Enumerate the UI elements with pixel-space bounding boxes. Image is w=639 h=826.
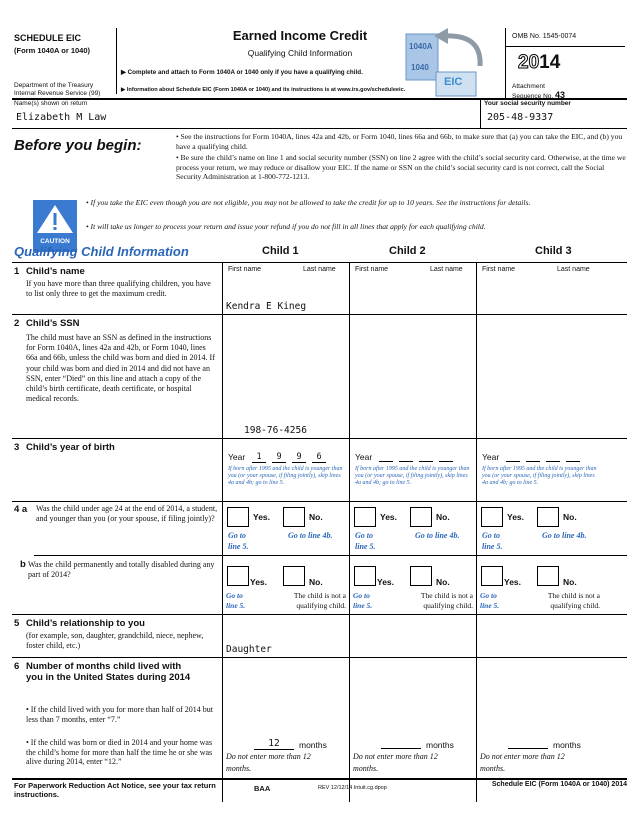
child2-4b-not-qualifying-2: qualifying child. bbox=[423, 601, 473, 610]
info-instruction: ▶ Information about Schedule EIC (Form 1040A or 1040) and its instructions is at www.irs.gov/scheduleeic. bbox=[121, 87, 406, 93]
child1-4a-no-label: No. bbox=[309, 512, 323, 522]
tax-year-century: 20 bbox=[518, 52, 540, 73]
revision-code: REV 12/12/14 Intuit.cg.dpop bbox=[318, 785, 387, 791]
line3-number: 3 bbox=[14, 442, 20, 453]
child1-months-field[interactable]: 12 bbox=[254, 738, 294, 750]
omb-number: OMB No. 1545-0074 bbox=[512, 33, 577, 40]
child1-4b-no-checkbox[interactable] bbox=[283, 566, 305, 586]
line2-text: The child must have an SSN as defined in the instructions for Form 1040A, lines 42a and 42b, or Form 1040, lines 66a and 66b, unless the child was born and died in 2014. If your child was born and died in 2014 and did not have an SSN, enter “Died” on this line and attach a copy of the child’s birth certificate, death certificate, or hospital medical records. bbox=[26, 333, 215, 404]
child1-header: Child 1 bbox=[262, 245, 299, 257]
footer-form-id: Schedule EIC (Form 1040A or 1040) 2014 bbox=[491, 781, 627, 788]
child3-4b-no-label: No. bbox=[563, 577, 577, 587]
child2-4a-no-checkbox[interactable] bbox=[410, 507, 432, 527]
child1-4a-yes-label: Yes. bbox=[253, 512, 271, 522]
ssn-label: Your social security number bbox=[484, 100, 571, 107]
child3-4a-no-checkbox[interactable] bbox=[537, 507, 559, 527]
child1-year-digit[interactable]: 9 bbox=[272, 452, 286, 463]
child2-4b-yes-label: Yes. bbox=[377, 577, 395, 587]
department: Department of the Treasury bbox=[14, 82, 94, 89]
line1-title: Child’s name bbox=[26, 266, 85, 277]
child2-4b-yes-checkbox[interactable] bbox=[354, 566, 376, 586]
line6-bullet-1: • If the child lived with you for more than half of 2014 but less than 7 months, enter “7.” bbox=[26, 705, 213, 724]
child2-year-field[interactable] bbox=[379, 452, 469, 462]
child2-4b-goto: Go to bbox=[353, 591, 370, 600]
line5-text: (for example, son, daughter, grandchild, niece, nephew, foster child, etc.) bbox=[26, 631, 204, 650]
child2-4a-yes-checkbox[interactable] bbox=[354, 507, 376, 527]
child1-first-name-label: First name bbox=[228, 266, 262, 273]
child2-months-label: months bbox=[426, 740, 454, 750]
page-subtitle: Qualifying Child Information bbox=[247, 48, 353, 58]
child1-year-field[interactable] bbox=[252, 452, 342, 463]
child2-months-field[interactable] bbox=[381, 738, 421, 749]
child3-months-limit-2: months. bbox=[480, 764, 506, 773]
child2-born-note: If born after 1995 and the child is younger than you (or your spouse, if filing jointly), skip lines 4a and 4b; go to line 5. bbox=[355, 466, 470, 486]
child1-4b-no-label: No. bbox=[309, 577, 323, 587]
child3-4a-line5: line 5. bbox=[482, 542, 503, 551]
child1-relationship-field[interactable]: Daughter bbox=[226, 644, 272, 655]
child1-4a-goto: Go to bbox=[228, 531, 246, 540]
child2-4b-line5: line 5. bbox=[353, 601, 373, 610]
child3-months-label: months bbox=[553, 740, 581, 750]
child3-months-field[interactable] bbox=[508, 738, 548, 749]
child1-year-digit[interactable]: 9 bbox=[292, 452, 306, 463]
child3-year-field[interactable] bbox=[506, 452, 596, 462]
paperwork-notice: For Paperwork Reduction Act Notice, see your tax return instructions. bbox=[14, 781, 216, 799]
line1-text: If you have more than three qualifying children, you have to list only three to get the maximum credit. bbox=[26, 279, 211, 298]
line2-title: Child’s SSN bbox=[26, 318, 80, 329]
child1-4b-yes-label: Yes. bbox=[250, 577, 268, 587]
baa-label: BAA bbox=[254, 784, 271, 793]
warning-icon bbox=[33, 202, 77, 236]
child1-4a-goto4b: Go to line 4b. bbox=[288, 531, 333, 540]
tax-year bbox=[518, 52, 560, 74]
line6-title: Number of months child lived with you in the United States during 2014 bbox=[26, 661, 191, 683]
child1-4b-yes-checkbox[interactable] bbox=[227, 566, 249, 586]
child2-first-name-label: First name bbox=[355, 266, 389, 273]
child3-4a-yes-checkbox[interactable] bbox=[481, 507, 503, 527]
child3-4b-not-qualifying-1: The child is not a bbox=[547, 591, 600, 600]
tax-year-decade: 14 bbox=[539, 52, 561, 73]
form-reference: (Form 1040A or 1040) bbox=[14, 46, 91, 55]
line5-number: 5 bbox=[14, 618, 20, 629]
child1-born-note: If born after 1995 and the child is younger than you (or your spouse, if filing jointly), skip lines 4a and 4b; go to line 5. bbox=[228, 466, 343, 486]
child3-4a-goto4b: Go to line 4b. bbox=[542, 531, 587, 540]
child2-header: Child 2 bbox=[389, 245, 426, 257]
child1-4a-no-checkbox[interactable] bbox=[283, 507, 305, 527]
agency: Internal Revenue Service (99) bbox=[14, 90, 101, 97]
child1-ssn-field[interactable]: 198-76-4256 bbox=[244, 425, 307, 436]
line3-title: Child’s year of birth bbox=[26, 442, 115, 453]
child1-months-limit-2: months. bbox=[226, 764, 252, 773]
child2-4a-goto4b: Go to line 4b. bbox=[415, 531, 460, 540]
child2-4a-yes-label: Yes. bbox=[380, 512, 398, 522]
caution-bullet-1: • If you take the EIC even though you are not eligible, you may not be allowed to take the credit for up to 10 years. See the instructions for details. bbox=[86, 198, 531, 207]
child3-born-note: If born after 1995 and the child is younger than you (or your spouse, if filing jointly), skip lines 4a and 4b; go to line 5. bbox=[482, 466, 597, 486]
child2-4b-no-checkbox[interactable] bbox=[410, 566, 432, 586]
child3-4a-goto: Go to bbox=[482, 531, 500, 540]
child1-year-label: Year bbox=[228, 452, 246, 462]
line6-number: 6 bbox=[14, 661, 20, 672]
line5-title: Child’s relationship to you bbox=[26, 618, 145, 629]
child3-4b-goto: Go to bbox=[480, 591, 497, 600]
child1-months-limit-1: Do not enter more than 12 bbox=[226, 752, 311, 761]
child3-4b-line5: line 5. bbox=[480, 601, 500, 610]
before-you-begin-title: Before you begin: bbox=[14, 137, 142, 154]
child1-last-name-label: Last name bbox=[303, 266, 336, 273]
child1-4b-not-qualifying-2: qualifying child. bbox=[296, 601, 346, 610]
child1-4b-goto: Go to bbox=[226, 591, 243, 600]
logo-1040a-text: 1040A bbox=[409, 42, 433, 51]
logo-1040-text: 1040 bbox=[411, 63, 429, 72]
line1-number: 1 bbox=[14, 266, 20, 277]
child1-year-digit[interactable]: 6 bbox=[312, 452, 326, 463]
line4b-number: b bbox=[20, 559, 26, 570]
logo-eic-text: EIC bbox=[444, 76, 463, 88]
attachment-label: Attachment bbox=[512, 83, 545, 90]
page-title: Earned Income Credit bbox=[232, 28, 368, 43]
sequence-text: Sequence No. bbox=[512, 93, 554, 100]
child1-year-digit[interactable]: 1 bbox=[252, 452, 266, 463]
child3-4b-yes-checkbox[interactable] bbox=[481, 566, 503, 586]
attach-instruction: ▶ Complete and attach to Form 1040A or 1040 only if you have a qualifying child. bbox=[121, 69, 363, 76]
child1-4b-not-qualifying-1: The child is not a bbox=[293, 591, 346, 600]
line2-number: 2 bbox=[14, 318, 20, 329]
before-bullet-2: • Be sure the child’s name on line 1 and social security number (SSN) on line 2 agree with the child’s social security card. Otherwise, at the time we process your return, we may reduce or disallow your EIC. If the name or SSN on the child’s social security card is not correct, call the Social Security Administration at 1-800-772-1213. bbox=[176, 153, 626, 181]
child3-months-limit-1: Do not enter more than 12 bbox=[480, 752, 565, 761]
child2-4b-no-label: No. bbox=[436, 577, 450, 587]
line4b-text: Was the child permanently and totally disabled during any part of 2014? bbox=[28, 560, 215, 579]
schedule-name: SCHEDULE EIC bbox=[14, 33, 82, 43]
line6-bullet-2: • If the child was born or died in 2014 and your home was the child’s home for more than half the time he or she was alive during 2014, enter “12.” bbox=[26, 738, 213, 766]
child2-4a-no-label: No. bbox=[436, 512, 450, 522]
child2-months-limit-2: months. bbox=[353, 764, 379, 773]
section-title: Qualifying Child Information bbox=[14, 244, 189, 259]
child3-4b-not-qualifying-2: qualifying child. bbox=[550, 601, 600, 610]
child1-4b-line5: line 5. bbox=[226, 601, 246, 610]
sequence-number: 43 bbox=[555, 90, 566, 100]
child3-last-name-label: Last name bbox=[557, 266, 590, 273]
child1-4a-yes-checkbox[interactable] bbox=[227, 507, 249, 527]
child1-name-field[interactable]: Kendra E Kineg bbox=[226, 301, 307, 312]
child3-header: Child 3 bbox=[535, 245, 572, 257]
name-label: Name(s) shown on return bbox=[14, 100, 88, 107]
child2-months-limit-1: Do not enter more than 12 bbox=[353, 752, 438, 761]
child2-year-label: Year bbox=[355, 452, 373, 462]
taxpayer-ssn[interactable]: 205-48-9337 bbox=[487, 112, 554, 123]
child3-4b-no-checkbox[interactable] bbox=[537, 566, 559, 586]
child2-4a-line5: line 5. bbox=[355, 542, 376, 551]
eic-logo bbox=[404, 26, 494, 98]
child3-4a-yes-label: Yes. bbox=[507, 512, 525, 522]
child2-4b-not-qualifying-1: The child is not a bbox=[420, 591, 473, 600]
child2-4a-goto: Go to bbox=[355, 531, 373, 540]
child2-last-name-label: Last name bbox=[430, 266, 463, 273]
caution-label: CAUTION bbox=[40, 238, 70, 245]
child3-4b-yes-label: Yes. bbox=[504, 577, 522, 587]
child3-year-label: Year bbox=[482, 452, 500, 462]
child1-4a-line5: line 5. bbox=[228, 542, 249, 551]
taxpayer-name[interactable]: Elizabeth M Law bbox=[16, 112, 107, 123]
line4a-number: 4 a bbox=[14, 504, 28, 515]
line4a-text: Was the child under age 24 at the end of 2014, a student, and younger than you (or your spouse, if filing jointly)? bbox=[36, 504, 218, 523]
child1-months-label: months bbox=[299, 740, 327, 750]
caution-bullet-2: • It will take us longer to process your return and issue your refund if you do not fill in all lines that apply for each qualifying child. bbox=[86, 222, 486, 231]
child3-first-name-label: First name bbox=[482, 266, 516, 273]
child3-4a-no-label: No. bbox=[563, 512, 577, 522]
before-bullet-1: • See the instructions for Form 1040A, lines 42a and 42b, or Form 1040, lines 66a and 66b, to make sure that (a) you can take the EIC, and (b) you have a qualifying child. bbox=[176, 132, 623, 151]
